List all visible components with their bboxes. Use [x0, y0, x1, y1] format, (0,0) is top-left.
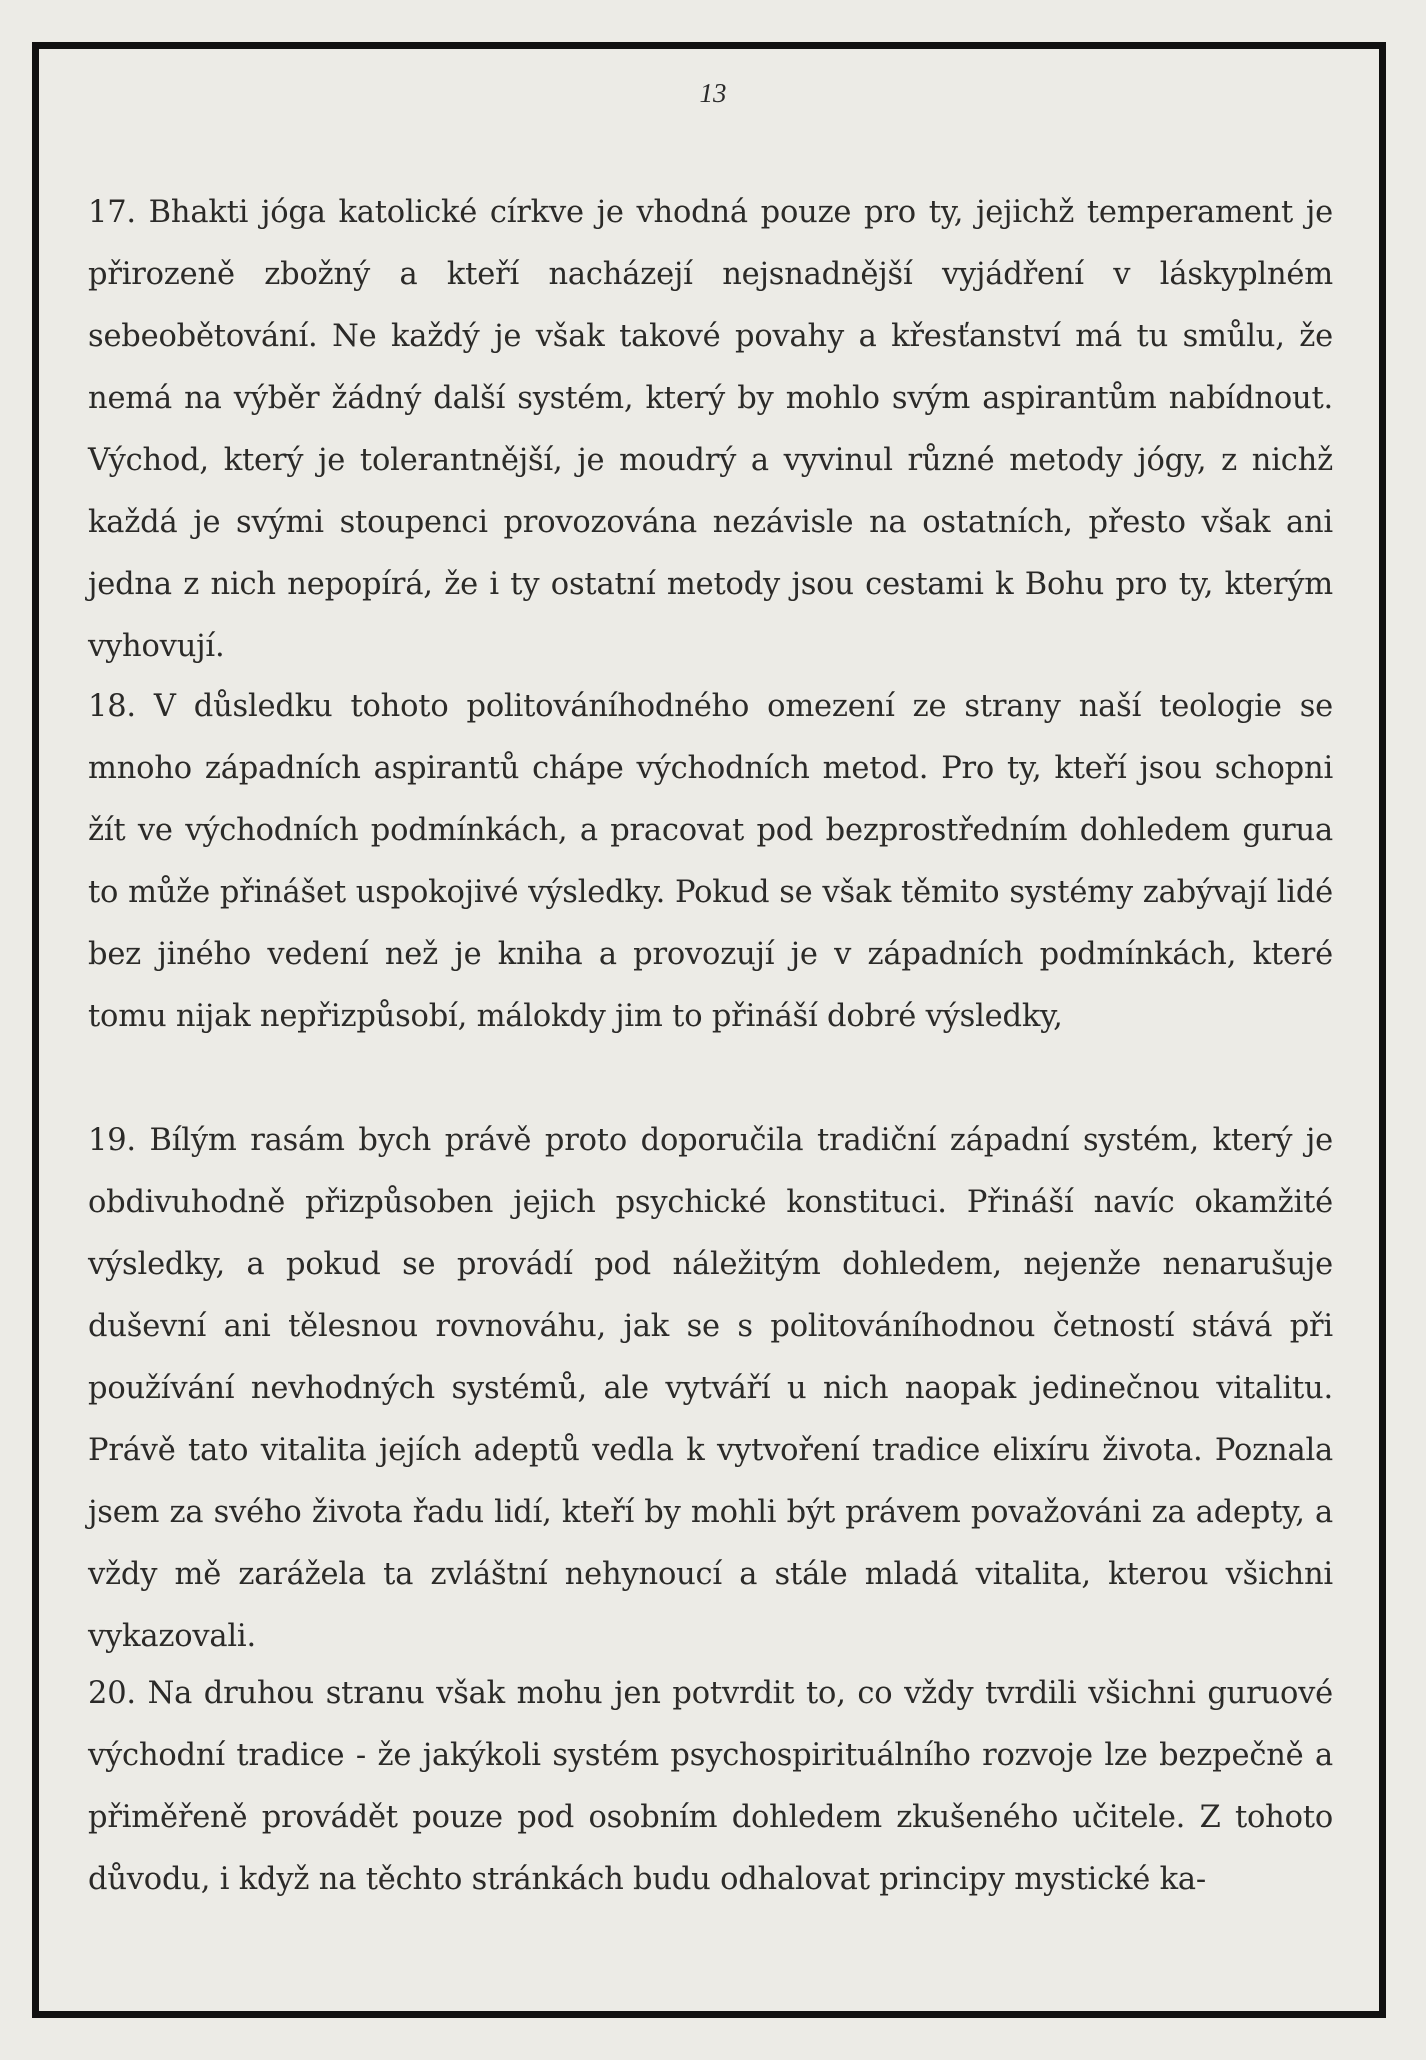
paragraph-18 [88, 676, 1333, 1048]
paragraph-text: 19. Bílým rasám bych právě proto doporučila tradiční západní systém, který je obdivuhodně přizpůsoben jejich psychické konstituci. Přináší navíc okamžité výsledky, a pokud se provádí pod náležitým dohledem, nejenže nenarušuje duševní ani tělesnou rovnováhu, jak se s politováníhodnou četností stává při používání nevhodných systémů, ale vytváří u nich naopak jedinečnou vitalitu. Právě tato vitalita jejích adeptů vedla k vytvoření tradice elixíru života. Poznala jsem za svého života řadu lidí, kteří by mohli být právem považováni za adepty, a vždy mě zarážela ta zvláštní nehynoucí a stále mladá vitalita, kterou všichni vykazovali. [88, 1123, 1333, 1654]
paragraph-17 [88, 182, 1333, 678]
page-number: 13 [699, 78, 727, 108]
paragraph-text: 20. Na druhou stranu však mohu jen potvrdit to, co vždy tvrdili všichni guruové východní tradice - že jakýkoli systém psychospirituálního rozvoje lze bezpečně a přiměřeně provádět pouze pod osobním dohledem zkušeného učitele. Z tohoto důvodu, i když na těchto stránkách budu odhalovat principy mystické ka- [88, 1676, 1333, 1897]
paragraph-text: 18. V důsledku tohoto politováníhodného omezení ze strany naší teologie se mnoho západních aspirantů chápe východních metod. Pro ty, kteří jsou schopni žít ve východních podmínkách, a pracovat pod bezprostředním dohledem gurua to může přinášet uspokojivé výsledky. Pokud se však těmito systémy zabývají lidé bez jiného vedení než je kniha a provozují je v západních podmínkách, které tomu nijak nepřizpůsobí, málokdy jim to přináší dobré výsledky, [88, 689, 1333, 1034]
paragraph-19 [88, 1110, 1333, 1668]
paragraph-20 [88, 1663, 1333, 1911]
paragraph-text: 17. Bhakti jóga katolické církve je vhodná pouze pro ty, jejichž temperament je přirozeně zbožný a kteří nacházejí nejsnadnější vyjádření v láskyplném sebeobětování. Ne každý je však takové povahy a křesťanství má tu smůlu, že nemá na výběr žádný další systém, který by mohlo svým aspirantům nabídnout. Východ, který je tolerantnější, je moudrý a vyvinul různé metody jógy, z nichž každá je svými stoupenci provozována nezávisle na ostatních, přesto však ani jedna z nich nepopírá, že i ty ostatní metody jsou cestami k Bohu pro ty, kterým vyhovují. [88, 195, 1333, 664]
